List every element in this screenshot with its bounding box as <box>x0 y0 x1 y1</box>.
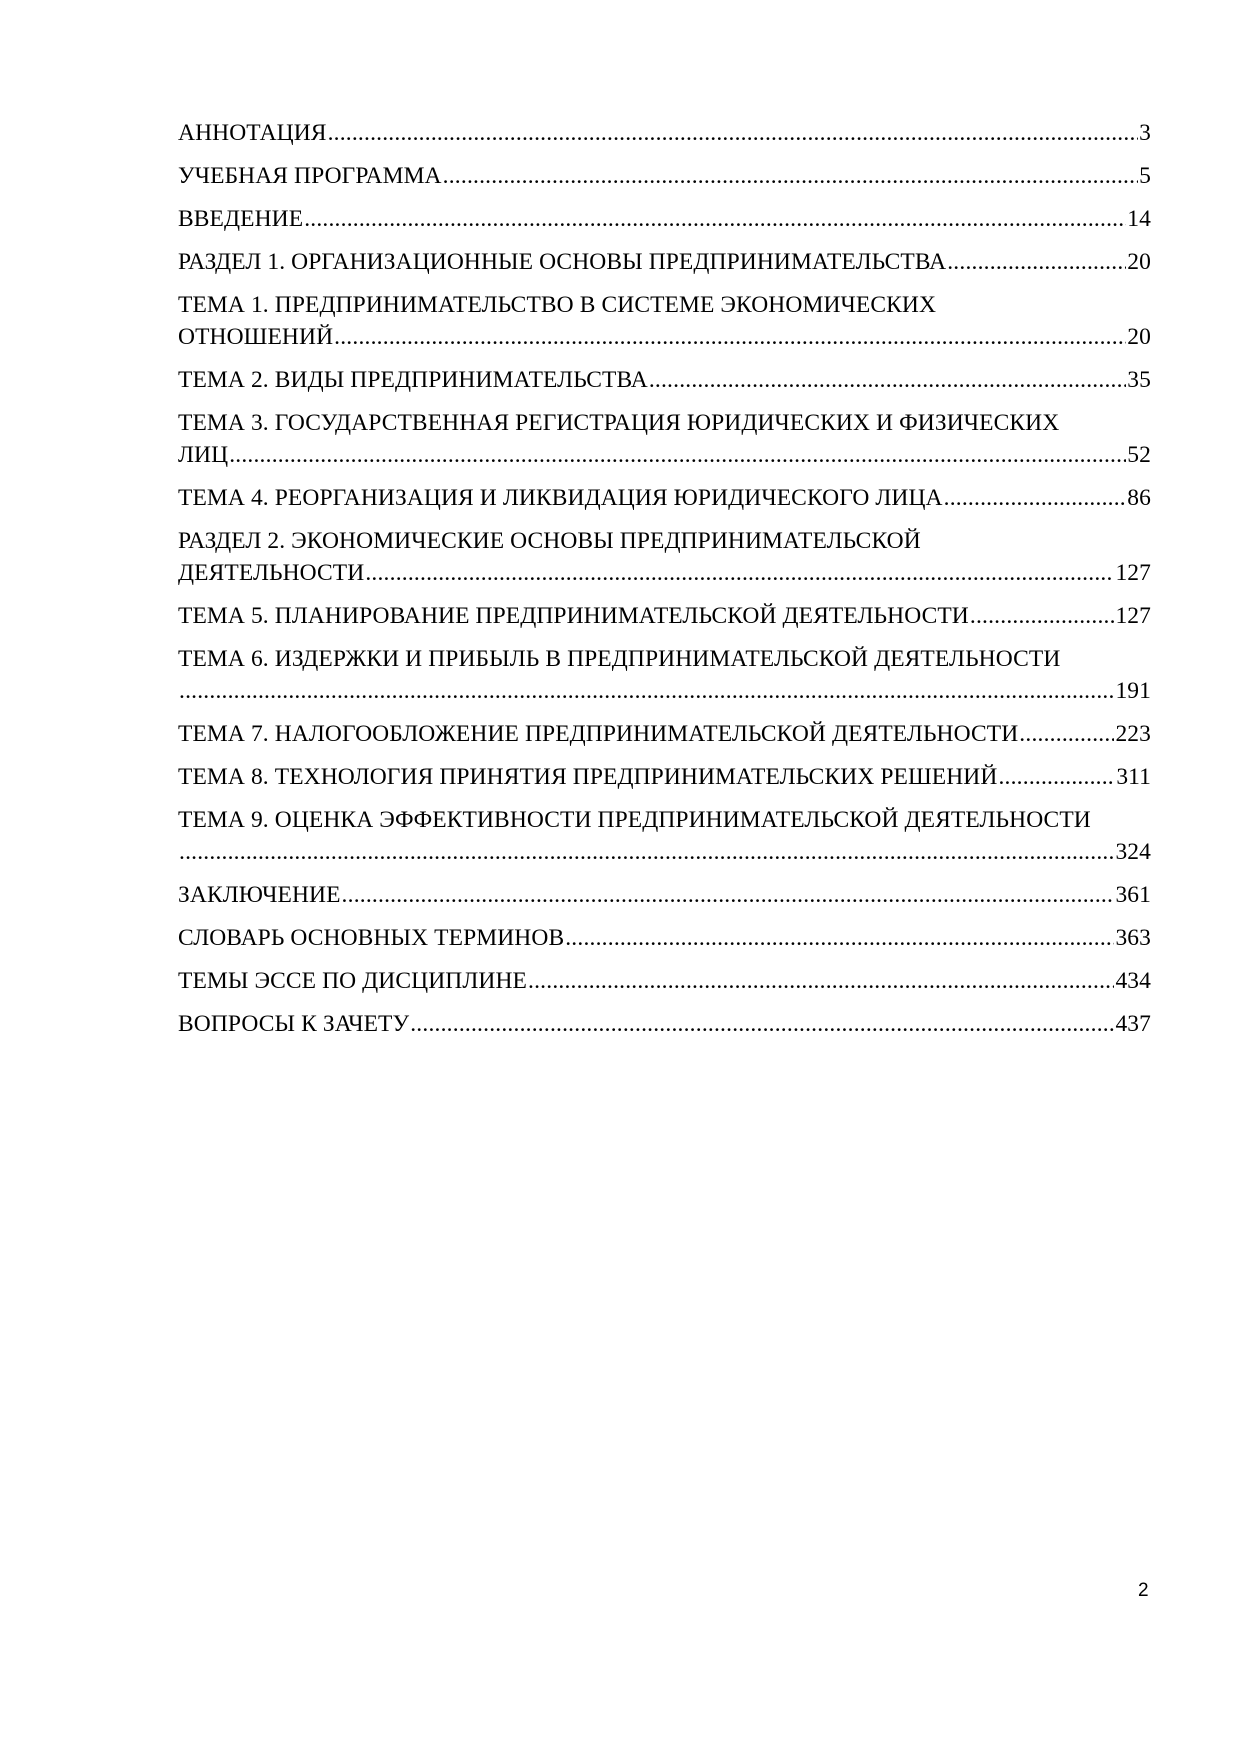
dot-leader <box>328 117 1139 149</box>
toc-entry-title-line-1: ТЕМА 1. ПРЕДПРИНИМАТЕЛЬСТВО В СИСТЕМЕ ЭКОНОМИЧЕСКИХ <box>178 292 937 318</box>
toc-entry-title: АННОТАЦИЯ <box>178 120 327 146</box>
toc-entry-page: 311 <box>1116 764 1151 790</box>
toc-entry-page: 20 <box>1127 249 1151 275</box>
toc-entry-title: ДЕЯТЕЛЬНОСТИ <box>178 560 365 586</box>
toc-entry-topic-9[interactable] <box>178 804 1151 868</box>
toc-entry-topic-2[interactable] <box>178 364 1151 396</box>
toc-row <box>178 321 1151 353</box>
toc-entry-title: ОТНОШЕНИЙ <box>178 324 334 350</box>
toc-entry-glossary[interactable] <box>178 922 1151 954</box>
toc-entry-topic-4[interactable] <box>178 482 1151 514</box>
toc-entry-title-line-1: ТЕМА 6. ИЗДЕРЖКИ И ПРИБЫЛЬ В ПРЕДПРИНИМАТЕЛЬСКОЙ ДЕЯТЕЛЬНОСТИ <box>178 646 1061 672</box>
dot-leader <box>528 965 1114 997</box>
dot-leader <box>970 600 1115 632</box>
dot-leader <box>443 160 1139 192</box>
toc-entry-page: 3 <box>1139 120 1151 146</box>
toc-entry-exam-questions[interactable] <box>178 1008 1151 1040</box>
toc-row <box>178 557 1151 589</box>
toc-row <box>178 160 1151 192</box>
dot-leader <box>229 439 1126 471</box>
toc-row <box>178 600 1151 632</box>
dot-leader <box>410 1008 1114 1040</box>
toc-entry-title: ТЕМА 2. ВИДЫ ПРЕДПРИНИМАТЕЛЬСТВА <box>178 367 648 393</box>
toc-row <box>178 965 1151 997</box>
toc-entry-title: ЛИЦ <box>178 442 229 468</box>
toc-entry-topic-3[interactable] <box>178 407 1151 471</box>
dot-leader <box>1019 718 1114 750</box>
toc-entry-page: 363 <box>1115 925 1151 951</box>
toc-entry-topic-7[interactable] <box>178 718 1151 750</box>
toc-row <box>178 364 1151 396</box>
dot-leader <box>998 761 1115 793</box>
toc-entry-page: 324 <box>1115 839 1151 865</box>
dot-leader <box>179 675 1114 707</box>
toc-entry-topic-8[interactable] <box>178 761 1151 793</box>
toc-row <box>178 439 1151 471</box>
toc-entry-title: СЛОВАРЬ ОСНОВНЫХ ТЕРМИНОВ <box>178 925 565 951</box>
toc-row <box>178 675 1151 707</box>
toc-row <box>178 246 1151 278</box>
dot-leader <box>365 557 1114 589</box>
dot-leader <box>304 203 1126 235</box>
toc-entry-title: ТЕМА 4. РЕОРГАНИЗАЦИЯ И ЛИКВИДАЦИЯ ЮРИДИЧЕСКОГО ЛИЦА <box>178 485 943 511</box>
toc-entry-section-1[interactable] <box>178 246 1151 278</box>
toc-entry-title: ВОПРОСЫ К ЗАЧЕТУ <box>178 1011 410 1037</box>
toc-entry-page: 434 <box>1115 968 1151 994</box>
toc-entry-title: ВВЕДЕНИЕ <box>178 206 304 232</box>
toc-entry-page: 437 <box>1115 1011 1151 1037</box>
toc-entry-essay-topics[interactable] <box>178 965 1151 997</box>
toc-entry-page: 52 <box>1127 442 1151 468</box>
toc-entry-page: 127 <box>1115 560 1151 586</box>
toc-row <box>178 922 1151 954</box>
toc-entry-page: 191 <box>1115 678 1151 704</box>
toc-entry-page: 361 <box>1115 882 1151 908</box>
toc-entry-topic-1[interactable] <box>178 289 1151 353</box>
toc-entry-introduction[interactable] <box>178 203 1151 235</box>
toc-row <box>178 879 1151 911</box>
toc-row <box>178 203 1151 235</box>
toc-entry-title: ТЕМА 7. НАЛОГООБЛОЖЕНИЕ ПРЕДПРИНИМАТЕЛЬСКОЙ ДЕЯТЕЛЬНОСТИ <box>178 721 1019 747</box>
dot-leader <box>947 246 1126 278</box>
toc-entry-curriculum[interactable] <box>178 160 1151 192</box>
toc-entry-page: 86 <box>1127 485 1151 511</box>
toc-row <box>178 761 1151 793</box>
toc-row <box>178 117 1151 149</box>
toc-entry-section-2[interactable] <box>178 525 1151 589</box>
toc-entry-page: 20 <box>1127 324 1151 350</box>
toc-row <box>178 836 1151 868</box>
toc-entry-page: 5 <box>1139 163 1151 189</box>
toc-entry-title: УЧЕБНАЯ ПРОГРАММА <box>178 163 442 189</box>
toc-entry-topic-5[interactable] <box>178 600 1151 632</box>
toc-row <box>178 1008 1151 1040</box>
toc-entry-title: ТЕМА 8. ТЕХНОЛОГИЯ ПРИНЯТИЯ ПРЕДПРИНИМАТЕЛЬСКИХ РЕШЕНИЙ <box>178 764 998 790</box>
dot-leader <box>944 482 1127 514</box>
dot-leader <box>179 836 1114 868</box>
dot-leader <box>649 364 1126 396</box>
toc-entry-title: РАЗДЕЛ 1. ОРГАНИЗАЦИОННЫЕ ОСНОВЫ ПРЕДПРИНИМАТЕЛЬСТВА <box>178 249 947 275</box>
toc-entry-conclusion[interactable] <box>178 879 1151 911</box>
table-of-contents <box>178 117 1151 1051</box>
toc-row <box>178 482 1151 514</box>
toc-entry-title: ТЕМА 5. ПЛАНИРОВАНИЕ ПРЕДПРИНИМАТЕЛЬСКОЙ ДЕЯТЕЛЬНОСТИ <box>178 603 969 629</box>
toc-entry-page: 35 <box>1127 367 1151 393</box>
toc-entry-page: 223 <box>1115 721 1151 747</box>
dot-leader <box>342 879 1115 911</box>
toc-entry-title: ТЕМЫ ЭССЕ ПО ДИСЦИПЛИНЕ <box>178 968 528 994</box>
dot-leader <box>565 922 1114 954</box>
toc-entry-title: ЗАКЛЮЧЕНИЕ <box>178 882 341 908</box>
toc-entry-topic-6[interactable] <box>178 643 1151 707</box>
toc-row <box>178 718 1151 750</box>
toc-entry-title-line-1: РАЗДЕЛ 2. ЭКОНОМИЧЕСКИЕ ОСНОВЫ ПРЕДПРИНИМАТЕЛЬСКОЙ <box>178 528 921 554</box>
toc-entry-page: 127 <box>1115 603 1151 629</box>
toc-entry-page: 14 <box>1127 206 1151 232</box>
dot-leader <box>334 321 1126 353</box>
toc-entry-title-line-1: ТЕМА 9. ОЦЕНКА ЭФФЕКТИВНОСТИ ПРЕДПРИНИМАТЕЛЬСКОЙ ДЕЯТЕЛЬНОСТИ <box>178 807 1091 833</box>
page-number: 2 <box>1138 1580 1149 1601</box>
toc-entry-title-line-1: ТЕМА 3. ГОСУДАРСТВЕННАЯ РЕГИСТРАЦИЯ ЮРИДИЧЕСКИХ И ФИЗИЧЕСКИХ <box>178 410 1060 436</box>
toc-entry-annotation[interactable] <box>178 117 1151 149</box>
